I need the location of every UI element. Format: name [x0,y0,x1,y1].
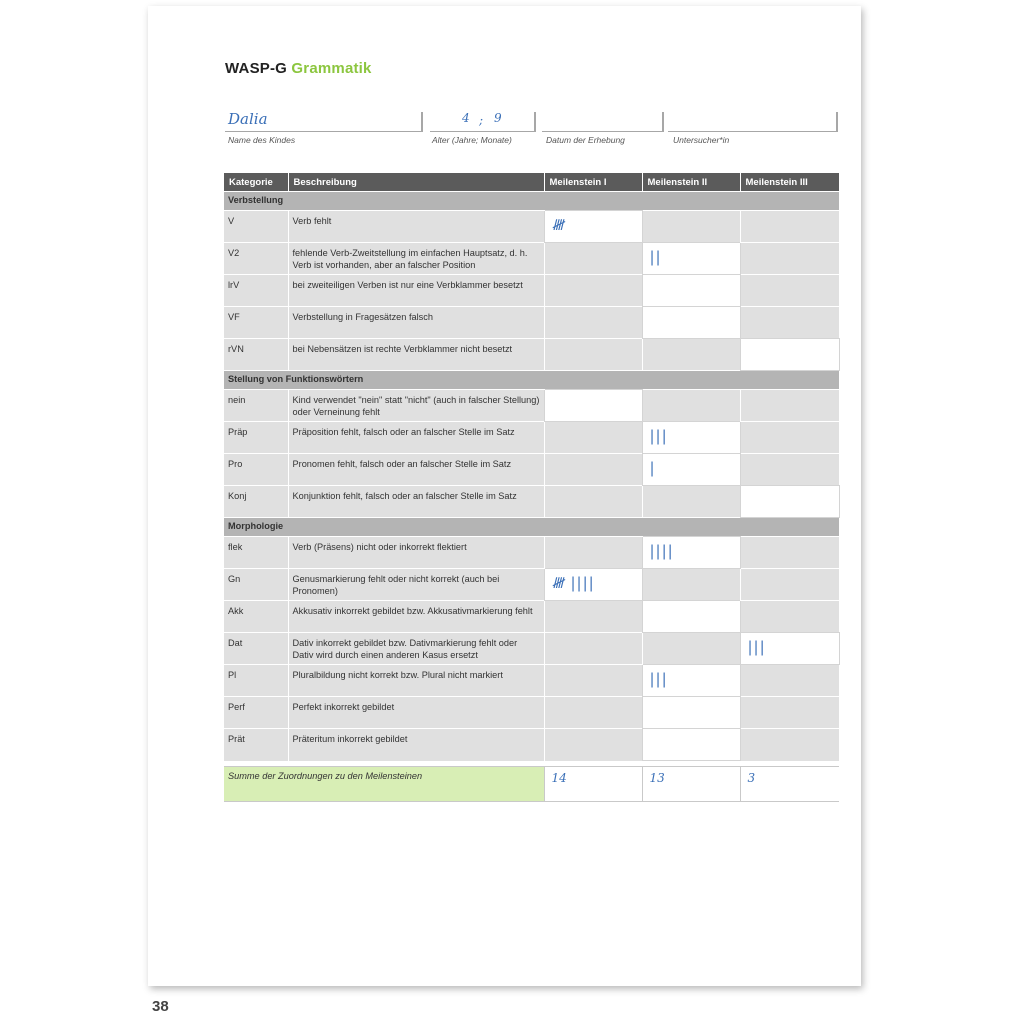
milestone-2-cell[interactable] [642,665,740,697]
milestone-3-cell [740,665,839,697]
category-description: Verbstellung in Fragesätzen falsch [288,307,544,339]
table-row [224,275,839,307]
summary-cell-2[interactable] [642,767,740,802]
milestone-2-cell[interactable] [642,601,740,633]
milestone-3-cell [740,537,839,569]
category-description: Genusmarkierung fehlt oder nicht korrekt (auch bei Pronomen) [288,569,544,601]
milestone-3-cell [740,697,839,729]
category-description: bei Nebensätzen ist rechte Verbklammer nicht besetzt [288,339,544,371]
category-code: nein [224,390,288,422]
tally-marks: ||| [649,427,668,445]
category-description: Dativ inkorrekt gebildet bzw. Dativmarkierung fehlt oder Dativ wird durch einen anderen Kasus ersetzt [288,633,544,665]
summary-row [224,767,839,802]
milestone-1-cell [544,601,642,633]
table-header-row [224,173,839,192]
milestone-1-cell [544,486,642,518]
page-title [225,60,372,77]
header-meilenstein-3: Meilenstein III [740,173,839,192]
category-code: Präp [224,422,288,454]
category-code: Gn [224,569,288,601]
milestone-2-cell [642,211,740,243]
category-code: V [224,211,288,243]
summary-table [224,766,839,802]
category-code: flek [224,537,288,569]
milestone-1-cell [544,275,642,307]
milestone-2-cell[interactable] [642,275,740,307]
table-row [224,307,839,339]
category-description: Pronomen fehlt, falsch oder an falscher Stelle im Satz [288,454,544,486]
tally-marks: |||| [649,542,674,560]
category-description: Verb fehlt [288,211,544,243]
milestone-2-cell[interactable] [642,454,740,486]
table-row [224,211,839,243]
milestone-2-cell[interactable] [642,243,740,275]
table-row [224,633,839,665]
date-label: Datum der Erhebung [546,135,625,145]
table-row [224,601,839,633]
table-row [224,665,839,697]
section-title: Morphologie [224,518,839,537]
summary-value-3: 3 [747,771,756,785]
milestone-3-cell [740,729,839,761]
tally-marks: 𝍸 [551,216,565,234]
category-code: lrV [224,275,288,307]
milestone-1-cell [544,339,642,371]
category-code: rVN [224,339,288,371]
table-row [224,569,839,601]
milestone-2-cell[interactable] [642,307,740,339]
milestone-1-cell [544,665,642,697]
category-code: Prät [224,729,288,761]
table-row [224,454,839,486]
header-beschreibung: Beschreibung [288,173,544,192]
grammar-table [224,173,840,761]
table-row [224,537,839,569]
milestone-1-cell[interactable] [544,211,642,243]
milestone-2-cell[interactable] [642,422,740,454]
section-title: Stellung von Funktionswörtern [224,371,839,390]
milestone-3-cell [740,243,839,275]
milestone-3-cell [740,422,839,454]
name-label: Name des Kindes [228,135,296,145]
milestone-1-cell [544,454,642,486]
tally-marks: 𝍸 |||| [551,574,595,592]
category-description: Kind verwendet "nein" statt "nicht" (auch in falscher Stellung) oder Verneinung fehlt [288,390,544,422]
category-description: Perfekt inkorrekt gebildet [288,697,544,729]
category-description: Präteritum inkorrekt gebildet [288,729,544,761]
category-code: Dat [224,633,288,665]
section-row [224,518,839,537]
milestone-2-cell [642,486,740,518]
milestone-3-cell [740,211,839,243]
tally-marks: ||| [747,638,766,656]
milestone-3-cell [740,275,839,307]
milestone-1-cell [544,633,642,665]
milestone-1-cell [544,307,642,339]
category-code: Pro [224,454,288,486]
category-description: Pluralbildung nicht korrekt bzw. Plural nicht markiert [288,665,544,697]
age-months-value: 9 [494,111,502,125]
table-row [224,486,839,518]
name-value: Dalia [228,110,268,128]
section-title: Verbstellung [224,192,839,211]
milestone-3-cell[interactable] [740,633,839,665]
milestone-1-cell [544,729,642,761]
milestone-3-cell[interactable] [740,339,839,371]
milestone-2-cell[interactable] [642,729,740,761]
milestone-3-cell [740,569,839,601]
category-code: Pl [224,665,288,697]
milestone-3-cell [740,601,839,633]
table-row [224,243,839,275]
milestone-2-cell [642,633,740,665]
header-meilenstein-1: Meilenstein I [544,173,642,192]
age-label: Alter (Jahre; Monate) [432,135,512,145]
category-code: Konj [224,486,288,518]
category-code: Perf [224,697,288,729]
milestone-3-cell [740,307,839,339]
header-kategorie: Kategorie [224,173,288,192]
age-years-value: 4 [462,111,470,125]
title-accent: Grammatik [291,60,372,77]
summary-label: Summe der Zuordnungen zu den Meilensteinen [224,767,544,802]
tally-marks: | [649,459,656,477]
section-row [224,371,839,390]
tally-marks: || [649,248,662,266]
examiner-field[interactable] [668,112,838,132]
milestone-3-cell [740,390,839,422]
milestone-3-cell [740,454,839,486]
category-description: fehlende Verb-Zweitstellung im einfachen Hauptsatz, d. h. Verb ist vorhanden, aber an falscher Position [288,243,544,275]
category-description: Konjunktion fehlt, falsch oder an falscher Stelle im Satz [288,486,544,518]
milestone-3-cell[interactable] [740,486,839,518]
milestone-1-cell [544,537,642,569]
category-code: V2 [224,243,288,275]
category-description: Verb (Präsens) nicht oder inkorrekt flektiert [288,537,544,569]
milestone-2-cell [642,390,740,422]
milestone-2-cell[interactable] [642,537,740,569]
category-description: Akkusativ inkorrekt gebildet bzw. Akkusativmarkierung fehlt [288,601,544,633]
age-separator: ; [479,113,484,127]
title-main: WASP-G [225,60,288,77]
date-field[interactable] [542,112,664,132]
table-row [224,390,839,422]
table-row [224,339,839,371]
category-description: bei zweiteiligen Verben ist nur eine Verbklammer besetzt [288,275,544,307]
summary-cell-3[interactable] [740,767,839,802]
milestone-1-cell [544,422,642,454]
section-row [224,192,839,211]
category-code: Akk [224,601,288,633]
examiner-label: Untersucher*in [673,135,730,145]
summary-value-1: 14 [551,771,567,785]
summary-cell-1[interactable] [544,767,642,802]
milestone-2-cell[interactable] [642,697,740,729]
milestone-1-cell [544,243,642,275]
summary-value-2: 13 [649,771,665,785]
milestone-1-cell[interactable] [544,390,642,422]
table-row [224,422,839,454]
table-row [224,729,839,761]
page-number: 38 [152,998,169,1015]
milestone-2-cell [642,339,740,371]
milestone-2-cell [642,569,740,601]
tally-marks: ||| [649,670,668,688]
milestone-1-cell [544,697,642,729]
table-row [224,697,839,729]
milestone-1-cell[interactable] [544,569,642,601]
category-code: VF [224,307,288,339]
category-description: Präposition fehlt, falsch oder an falscher Stelle im Satz [288,422,544,454]
header-meilenstein-2: Meilenstein II [642,173,740,192]
